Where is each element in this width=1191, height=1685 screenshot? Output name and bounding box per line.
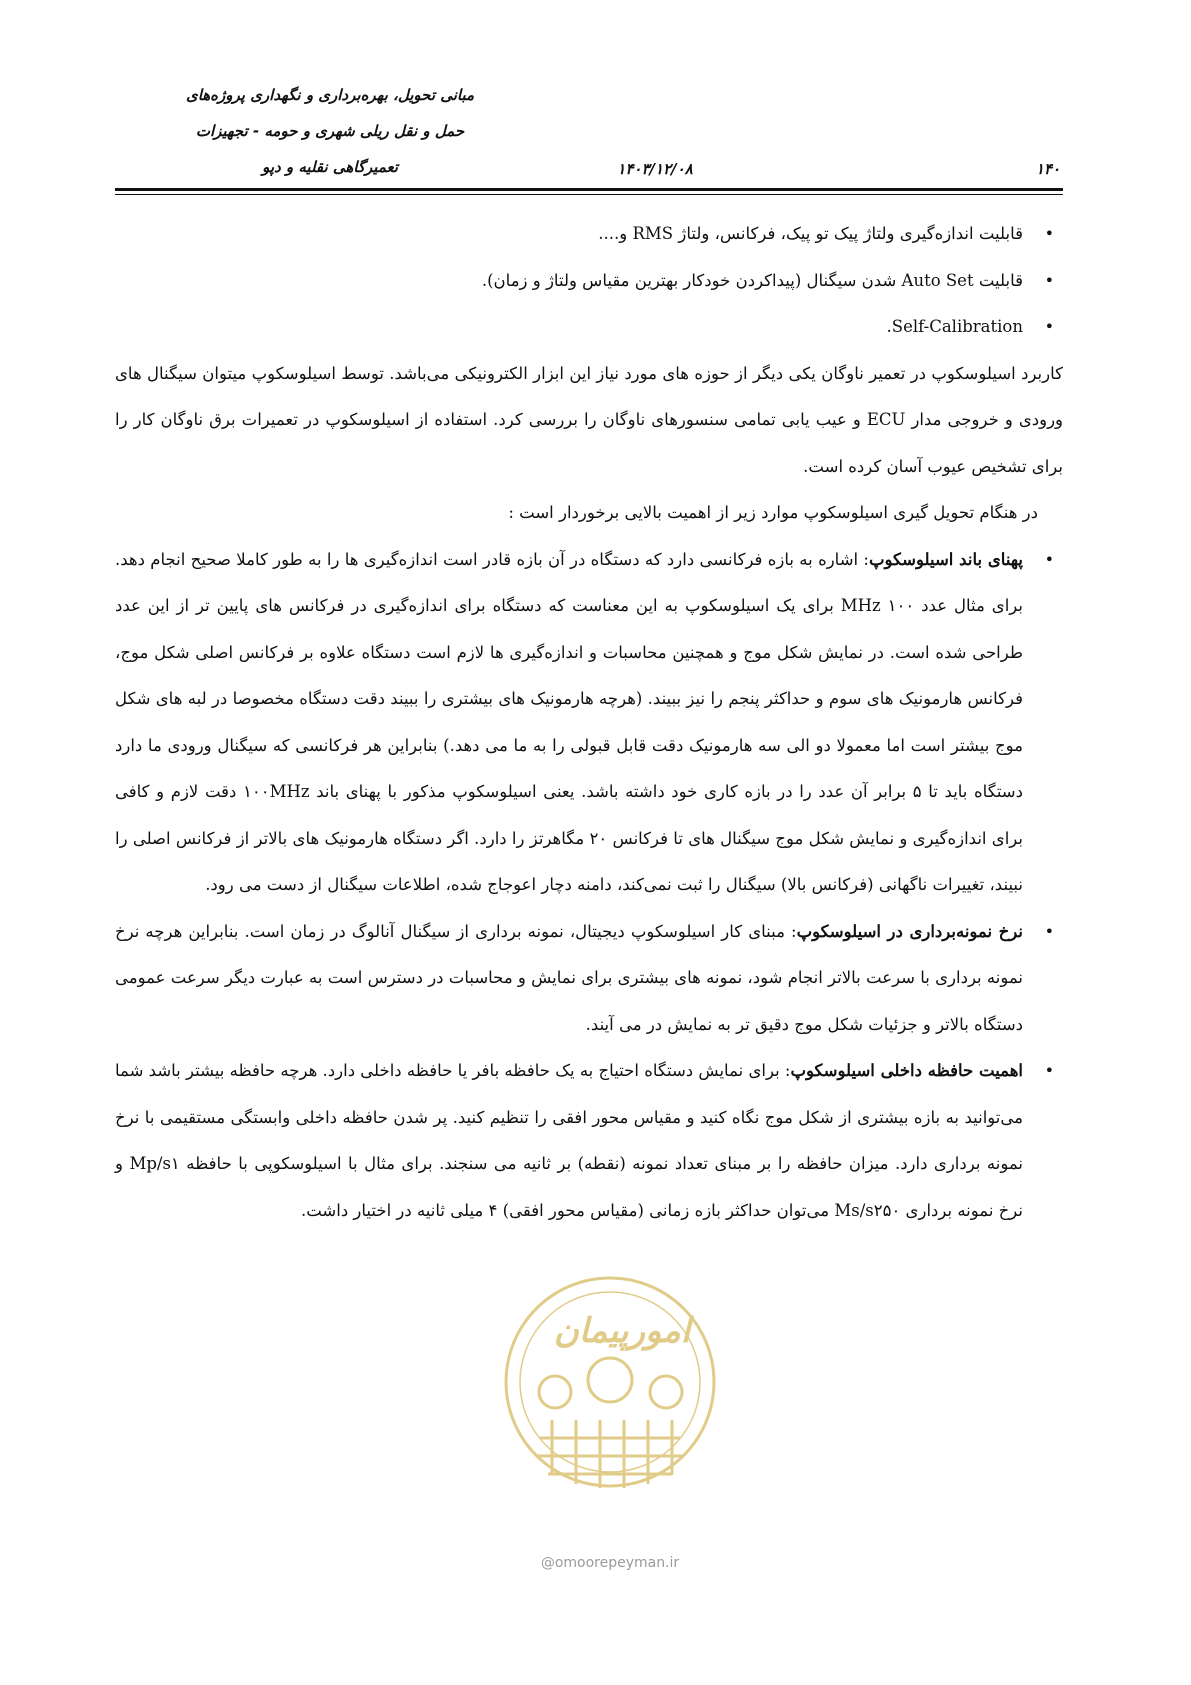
header-date: ۱۴۰۳/۱۲/۰۸ — [617, 160, 693, 178]
section-body: : برای نمایش دستگاه احتیاج به یک حافظه بافر یا حافظه داخلی دارد. هرچه حافظه بیشتر باشد شما می‌توانید به بازه بیشتری از شکل موج نگاه کنید و مقیاس محور افقی را تنظیم کنید. پر شدن حافظه داخلی وابستگی مستقیمی با نرخ نمونه برداری دارد. میزان حافظه را بر مبنای تعداد نمونه (نقطه) بر ثانیه می سنجند. برای مثال با اسیلوسکوپی با حافظه Mp/s۱ و نرخ نمونه برداری Ms/s۲۵۰ می‌توان حداکثر بازه زمانی (مقیاس محور افقی) ۴ میلی ثانیه در اختیار داشت. — [115, 1061, 1024, 1220]
section-bandwidth — [115, 537, 1063, 909]
header-title-line-1: مبانی تحویل، بهره‌برداری و نگهداری پروژه‌های — [185, 86, 475, 104]
section-heading: اهمیت حافظه داخلی اسیلوسکوپ — [790, 1061, 1023, 1080]
watermark-logo-text: امورپیمان — [553, 1311, 691, 1351]
section-sampling-rate — [115, 909, 1063, 1049]
watermark-website: @omoorepeyman.ir — [540, 1555, 680, 1571]
watermark-logo-icon — [490, 1270, 730, 1495]
header-title-line-3: تعمیرگاهی نقلیه و دپو — [262, 158, 398, 176]
section-body: : مبنای کار اسیلوسکوپ دیجیتال، نمونه برداری از سیگنال آنالوگ در زمان است. بنابراین هرچه نرخ نمونه برداری با سرعت بالاتر انجام شود، نمونه های بیشتری برای نمایش و محاسبات در دسترس است به عبارت دیگر سرعت عمومی دستگاه بالاتر و جزئیات شکل موج دقیق تر به نمایش در می آیند. — [115, 921, 1023, 1034]
bullet-self-calibration: • Self-Calibration. — [115, 304, 1063, 351]
header-title-line-2: حمل و نقل ریلی شهری و حومه - تجهیزات — [195, 122, 465, 140]
page-number: ۱۴۰ — [1035, 160, 1060, 178]
document-body — [115, 211, 1063, 1234]
section-heading: پهنای باند اسیلوسکوپ — [869, 549, 1023, 569]
section-heading: نرخ نمونه‌برداری در اسیلوسکوپ — [796, 921, 1023, 941]
bullet-measurement: • قابلیت اندازه‌گیری ولتاژ پیک تو پیک، فرکانس، ولتاژ RMS و.... — [115, 211, 1063, 258]
section-body: : اشاره به بازه فرکانسی دارد که دستگاه در آن بازه قادر است اندازه‌گیری ها را به طور کاملا صحیح انجام دهد. برای مثال عدد ۱۰۰ MHz برای یک اسیلوسکوپ به این معناست که دستگاه برای اندازه‌گیری در فرکانس های پایین تر از این عدد طراحی شده است. در نمایش شکل موج و همچنین محاسبات و اندازه‌گیری ها لازم است دستگاه علاوه بر فرکانس اصلی شکل موج، فرکانس هارمونیک های سوم و حداکثر پنجم را نیز ببیند. (هرچه هارمونیک های بیشتری را ببیند دقت دستگاه مخصوصا در لبه های شکل موج بیشتر است اما معمولا دو الی سه هارمونیک دقت قابل قبولی را به ما می دهد.) بنابراین هر فرکانسی که سیگنال ورودی ما دارد دستگاه باید تا ۵ برابر آن عدد را در بازه کاری خود داشته باشد. یعنی اسیلوسکوپ مذکور با پهنای باند ۱۰۰MHz دقت لازم و کافی برای اندازه‌گیری و نمایش شکل موج سیگنال های تا فرکانس ۲۰ مگاهرتز را دارد. اگر دستگاه هارمونیک های بالاتر از فرکانس اصلی را نبیند، تغییرات ناگهانی (فرکانس بالا) سیگنال را ثبت نمی‌کند، دامنه دچار اعوجاج شده، اطلاعات سیگنال از دست می رود. — [115, 549, 1023, 894]
paragraph-delivery: در هنگام تحویل گیری اسیلوسکوپ موارد زیر از اهمیت بالایی برخوردار است : — [508, 503, 1038, 522]
header-rule-thin — [115, 194, 1063, 195]
section-internal-memory — [115, 1048, 1063, 1234]
header-rule-thick — [115, 188, 1063, 191]
paragraph-usage: کاربرد اسیلوسکوپ در تعمیر ناوگان یکی دیگر از حوزه های مورد نیاز این ابزار الکترونیکی می‌باشد. توسط اسیلوسکوپ میتوان سیگنال های ورودی و خروجی مدار ECU و عیب یابی تمامی سنسورهای ناوگان را بررسی کرد. استفاده از اسیلوسکوپ در تعمیرات برق ناوگان کار را برای تشخیص عیوب آسان کرده است. — [115, 363, 1064, 476]
bullet-auto-set: • قابلیت Auto Set شدن سیگنال (پیداکردن خودکار بهترین مقیاس ولتاژ و زمان). — [115, 258, 1063, 305]
